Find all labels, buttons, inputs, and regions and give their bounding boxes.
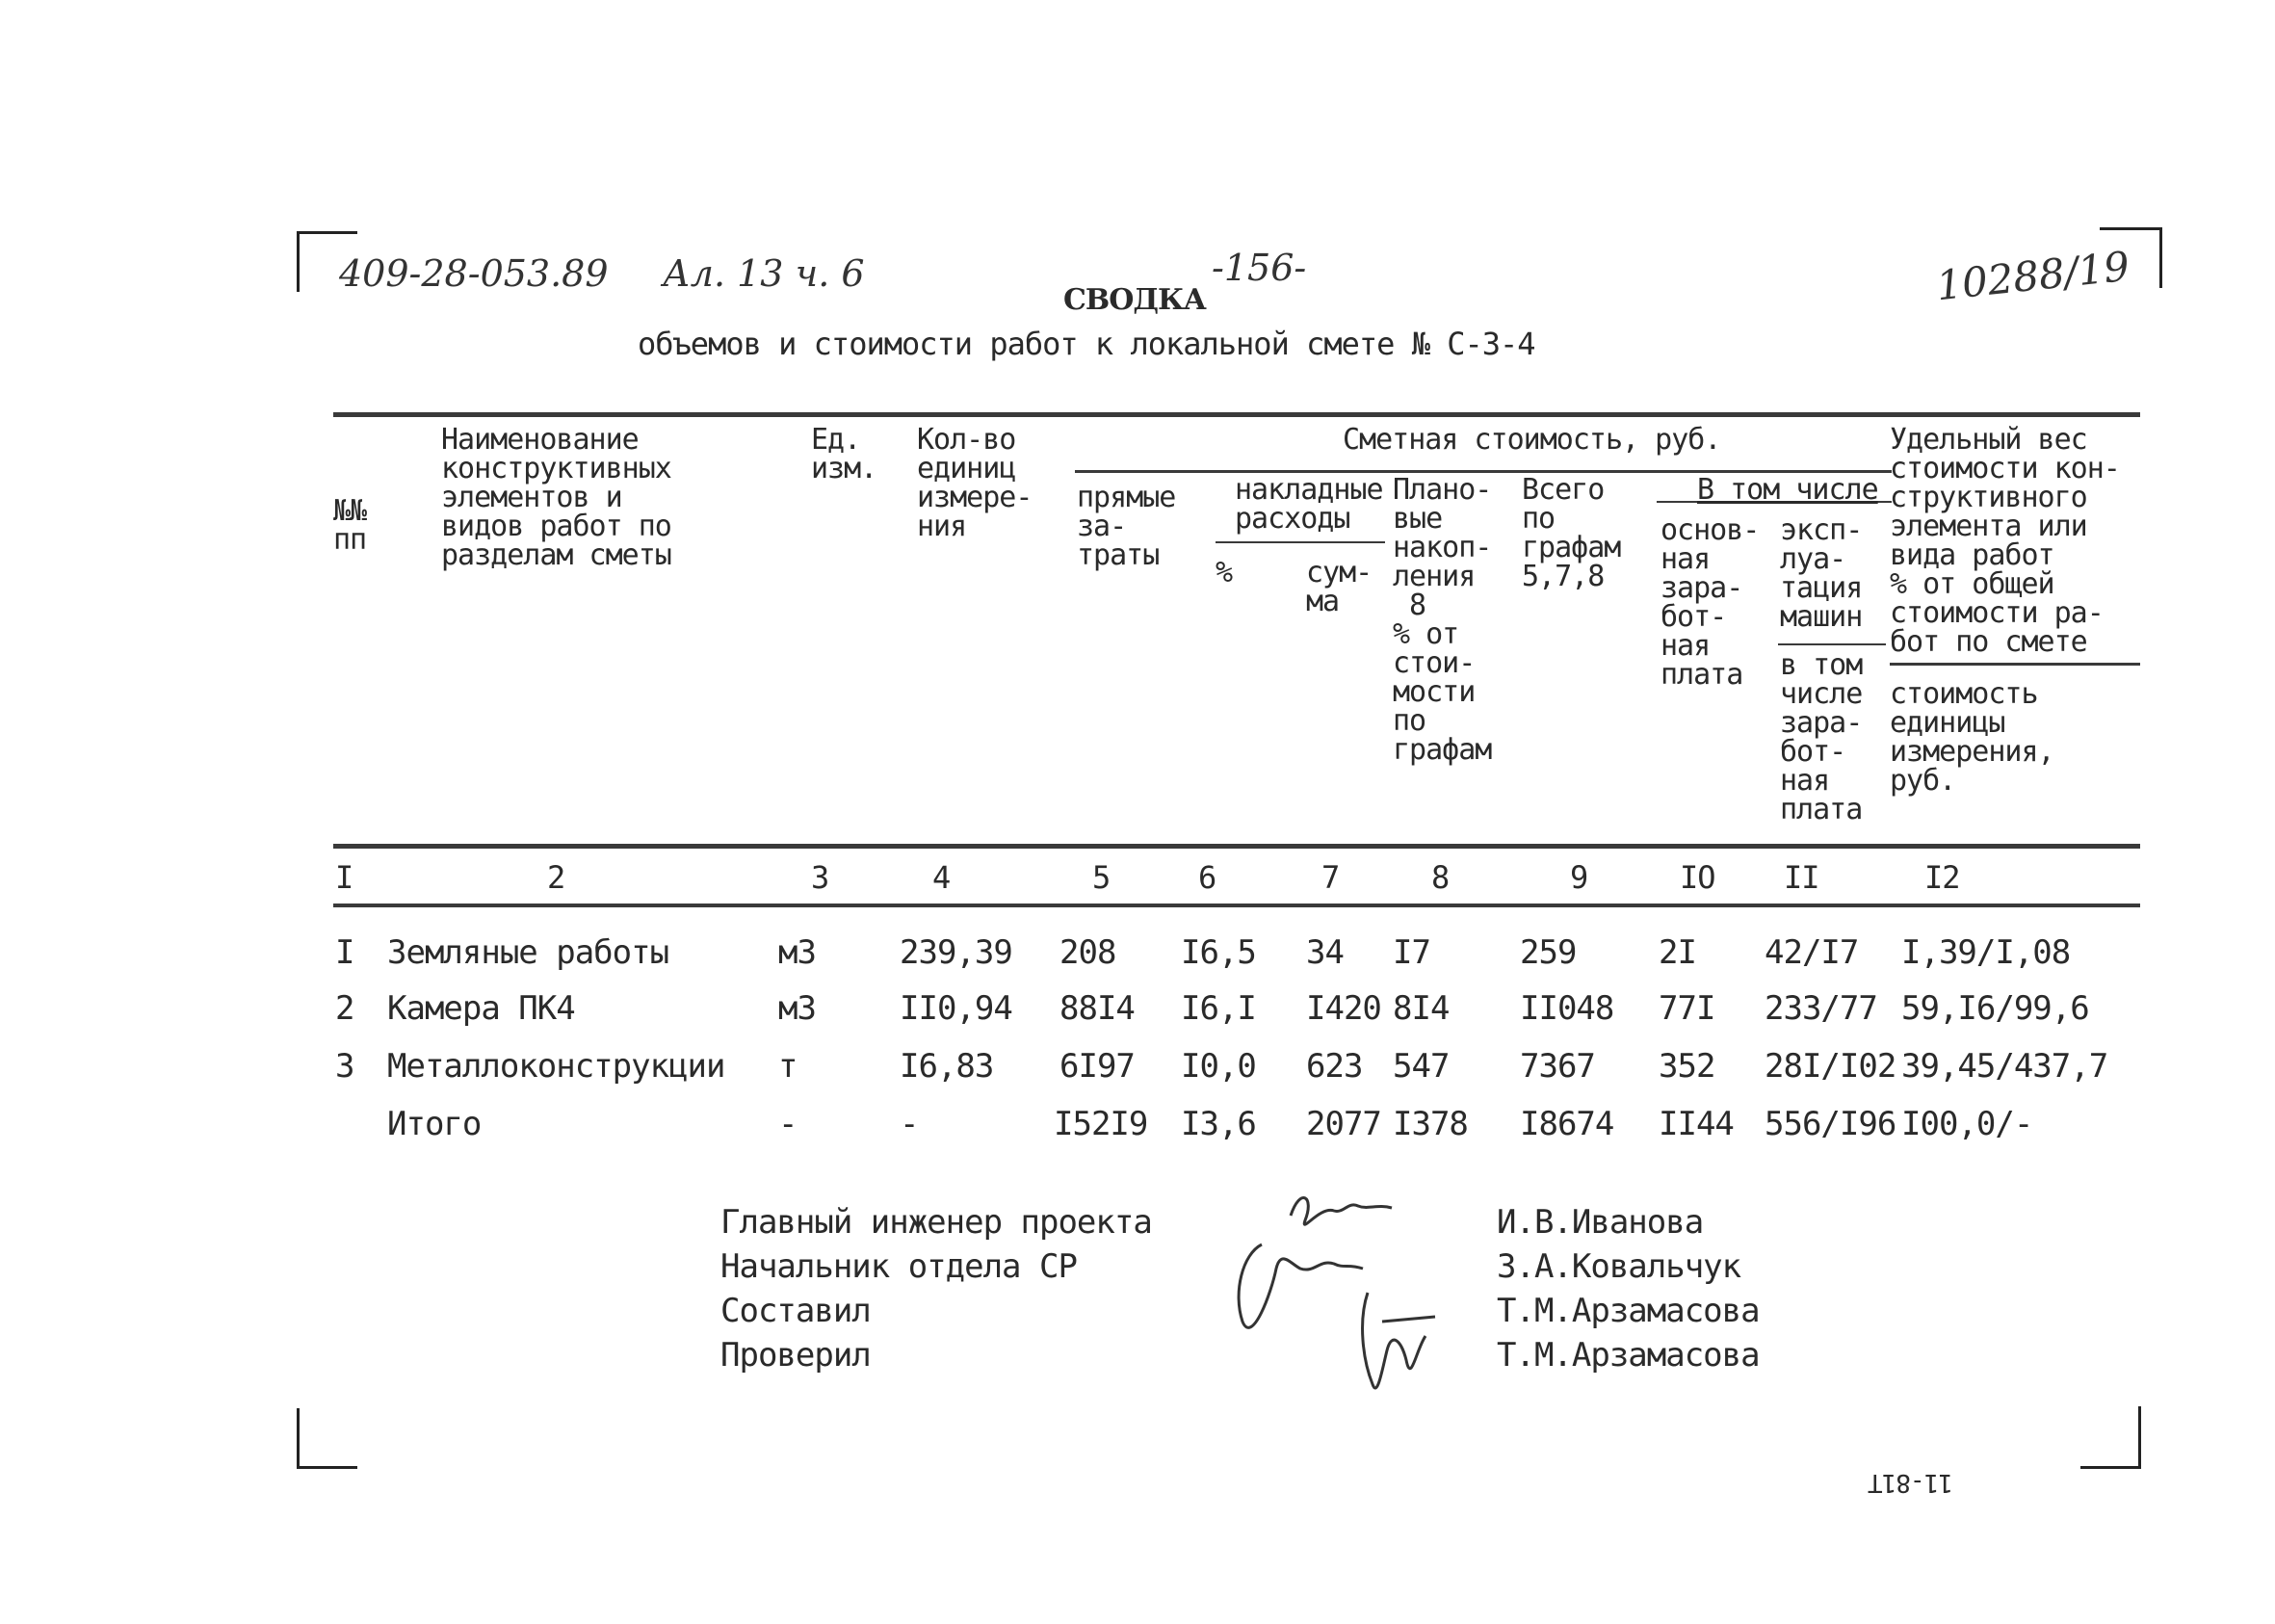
- doc-code: 409-28-053.89: [339, 252, 609, 295]
- total-qty: -: [900, 1105, 919, 1143]
- header-machines: эксп- луа- тация машин: [1780, 513, 1863, 634]
- colnum-1: I: [335, 859, 353, 896]
- header-unit-cost: стоимость единицы измерения, руб.: [1890, 677, 2054, 798]
- row1-name: Земляные работы: [387, 933, 669, 972]
- page-subtitle: объемов и стоимости работ к локальной смете № С-3-4: [638, 326, 1535, 362]
- colnum-5: 5: [1092, 859, 1111, 896]
- row3-name: Металлоконструкции: [387, 1047, 725, 1086]
- colnum-3: 3: [811, 859, 829, 896]
- total-name: Итого: [387, 1105, 482, 1143]
- table-top-rule: [333, 412, 2140, 417]
- colnum-7: 7: [1321, 859, 1340, 896]
- row1-qty: 239,39: [900, 933, 1012, 972]
- row2-direct: 88I4: [1059, 989, 1135, 1028]
- row1-overhead-pct: I6,5: [1181, 933, 1256, 972]
- header-unit: Ед. изм.: [811, 423, 877, 485]
- inventory-number: 10288/19: [1933, 242, 2132, 310]
- row1-direct: 208: [1059, 933, 1116, 972]
- colnum-9: 9: [1570, 859, 1588, 896]
- row2-total: II048: [1520, 989, 1614, 1028]
- share-rule: [1890, 663, 2140, 666]
- colnum-11: II: [1784, 859, 1819, 896]
- row1-unit: м3: [778, 933, 816, 972]
- album-ref: Ал. 13 ч. 6: [663, 252, 865, 295]
- row3-overhead-pct: I0,0: [1181, 1047, 1256, 1086]
- header-overhead: накладные расходы: [1235, 473, 1383, 536]
- header-bottom-rule: [333, 844, 2140, 849]
- header-qty: Кол-во единиц измере- ния: [917, 423, 1033, 543]
- handwritten-signatures: [1223, 1177, 1464, 1418]
- colnum-6: 6: [1198, 859, 1216, 896]
- header-name: Наименование конструктивных элементов и видов работ по разделам сметы: [441, 423, 671, 572]
- name-chief-engineer: И.В.Иванова: [1497, 1203, 1704, 1242]
- total-base-wage: II44: [1659, 1105, 1734, 1143]
- frame-corner-bottom-left: [297, 1408, 357, 1469]
- row2-share: 59,I6/99,6: [1901, 989, 2089, 1028]
- colnum-8: 8: [1431, 859, 1450, 896]
- row1-base-wage: 2I: [1659, 933, 1696, 972]
- colnum-4: 4: [932, 859, 951, 896]
- row3-num: 3: [335, 1047, 354, 1086]
- header-base-wage: основ- ная зара- бот- ная плата: [1660, 513, 1760, 692]
- row2-base-wage: 77I: [1659, 989, 1715, 1028]
- total-unit: -: [778, 1105, 798, 1143]
- overhead-rule: [1216, 541, 1385, 543]
- name-department-head: З.А.Ковальчук: [1497, 1247, 1741, 1286]
- row2-overhead-sum: I420: [1306, 989, 1381, 1028]
- row2-machines: 233/77: [1765, 989, 1877, 1028]
- row1-planned: I7: [1393, 933, 1430, 972]
- header-machines-wage: в том числе зара- бот- ная плата: [1780, 648, 1863, 826]
- header-total: Всего по графам 5,7,8: [1522, 473, 1621, 593]
- row2-qty: II0,94: [900, 989, 1012, 1028]
- role-compiled-by: Составил: [720, 1292, 871, 1330]
- row3-base-wage: 352: [1659, 1047, 1715, 1086]
- row3-total: 7367: [1520, 1047, 1595, 1086]
- role-department-head: Начальник отдела СР: [720, 1247, 1077, 1286]
- header-planned: Плано- вые накоп- ления 8 % от стои- мости по графам: [1393, 473, 1492, 767]
- machines-rule: [1778, 643, 1886, 645]
- row3-planned: 547: [1393, 1047, 1450, 1086]
- row2-unit: м3: [778, 989, 816, 1028]
- colnum-2: 2: [547, 859, 565, 896]
- row3-machines: 28I/I02: [1765, 1047, 1896, 1086]
- total-share: I00,0/-: [1901, 1105, 2033, 1143]
- header-overhead-pct: %: [1216, 556, 1233, 589]
- row3-overhead-sum: 623: [1306, 1047, 1363, 1086]
- role-checked-by: Проверил: [720, 1336, 871, 1375]
- name-compiled-by: Т.М.Арзамасова: [1497, 1292, 1760, 1330]
- header-overhead-sum: сум- ма: [1306, 556, 1373, 618]
- row2-name: Камера ПК4: [387, 989, 575, 1028]
- total-direct: I52I9: [1054, 1105, 1148, 1143]
- row1-overhead-sum: 34: [1306, 933, 1344, 972]
- colnum-10: IO: [1680, 859, 1715, 896]
- row3-unit: т: [778, 1047, 798, 1086]
- total-overhead-pct: I3,6: [1181, 1105, 1256, 1143]
- total-overhead-sum: 2077: [1306, 1105, 1381, 1143]
- row3-direct: 6I97: [1059, 1047, 1135, 1086]
- frame-corner-bottom-right: [2080, 1406, 2141, 1469]
- header-num: №№ пп: [333, 494, 367, 557]
- row1-machines: 42/I7: [1765, 933, 1859, 972]
- role-chief-engineer: Главный инженер проекта: [720, 1203, 1152, 1242]
- name-checked-by: Т.М.Арзамасова: [1497, 1336, 1760, 1375]
- row3-share: 39,45/437,7: [1901, 1047, 2108, 1086]
- page-title: СВОДКА: [1063, 283, 1206, 317]
- header-share: Удельный вес стоимости кон- структивного элемента или вида работ % от общей стоимости ра- бот по смете: [1890, 423, 2120, 659]
- colnum-bottom-rule: [333, 904, 2140, 907]
- footer-stamp: 11-81Т: [1869, 1468, 1953, 1497]
- total-planned: I378: [1393, 1105, 1468, 1143]
- total-machines: 556/I96: [1765, 1105, 1896, 1143]
- colnum-12: I2: [1924, 859, 1960, 896]
- header-including: В том числе: [1697, 473, 1878, 507]
- total-total: I8674: [1520, 1105, 1614, 1143]
- row2-planned: 8I4: [1393, 989, 1450, 1028]
- row1-num: I: [335, 933, 354, 972]
- row3-qty: I6,83: [900, 1047, 994, 1086]
- row2-overhead-pct: I6,I: [1181, 989, 1256, 1028]
- header-direct: прямые за- траты: [1077, 481, 1176, 572]
- row1-total: 259: [1520, 933, 1577, 972]
- row1-share: I,39/I,08: [1901, 933, 2071, 972]
- row2-num: 2: [335, 989, 354, 1028]
- header-cost-group: Сметная стоимость, руб.: [1343, 423, 1721, 457]
- page-number: -156-: [1212, 247, 1307, 289]
